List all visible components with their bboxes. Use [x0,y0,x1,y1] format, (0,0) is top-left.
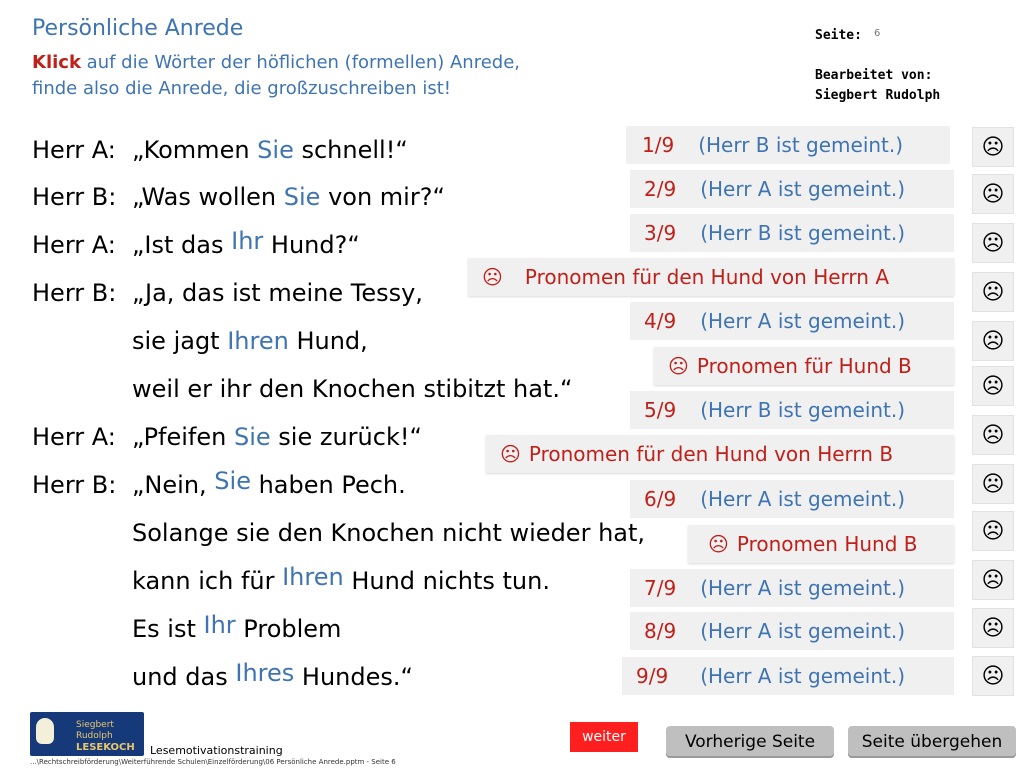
sad-face-icon: ☹ [708,532,729,556]
formal-word-sie[interactable]: Sie [257,136,294,164]
feedback-box [626,126,950,164]
footer-title: Lesemotivationstraining [150,744,283,757]
sad-face-icon: ☹ [972,608,1014,648]
feedback-count: 5/9 [644,398,677,422]
line-text: kann ich für [132,567,283,595]
line-text: von mir?“ [320,183,445,211]
feedback-meaning: (Herr A ist gemeint.) [700,619,906,643]
lightbulb-icon [36,718,54,744]
line-text: haben Pech. [250,471,406,499]
edited-label: Bearbeitet von: [815,68,933,83]
logo-brand: LESEKOCH [76,742,135,753]
formal-word-ihr[interactable]: Ihr [203,611,236,639]
word-ihren[interactable]: Ihren [282,563,344,591]
feedback-meaning: (Herr B ist gemeint.) [698,133,904,157]
pronoun-hint: Pronomen für den Hund von Herrn B [528,442,894,466]
sad-face-icon: ☹ [500,442,521,466]
formal-word-sie[interactable]: Sie [283,183,321,211]
feedback-box [622,657,954,695]
pronoun-hint: Pronomen für den Hund von Herrn A [524,265,889,289]
line-text: Hund?“ [263,231,360,259]
file-path: ...\Rechtschreibförderung\Weiterführende Schulen\Einzelförderung\06 Persönliche Anrede.pptm - Seite 6 [30,758,396,766]
page-number: 6 [874,28,881,39]
feedback-count: 8/9 [644,619,677,643]
line-text: „Nein, [132,471,215,499]
sad-face-icon: ☹ [972,464,1014,504]
feedback-box [630,302,954,340]
line-text: Solange sie den Knochen nicht wieder hat, [132,519,646,547]
feedback-count: 2/9 [644,177,677,201]
pronoun-hint-box [688,525,954,563]
sad-face-icon: ☹ [972,415,1014,455]
speaker-label: Herr B: [32,183,117,211]
line-text: sie jagt [132,327,228,355]
pronoun-hint: Pronomen für Hund B [696,354,912,378]
sad-face-icon: ☹ [482,265,503,289]
speaker-label: Herr B: [32,279,117,307]
feedback-box [630,214,954,252]
word-ihren[interactable]: Ihren [227,327,289,355]
feedback-meaning: (Herr B ist gemeint.) [700,221,906,245]
feedback-count: 6/9 [644,487,677,511]
instruction-line2: finde also die Anrede, die großzuschreiben ist! [32,78,451,99]
feedback-meaning: (Herr A ist gemeint.) [700,487,906,511]
feedback-count: 1/9 [642,133,675,157]
speaker-label: Herr A: [32,423,116,451]
line-text: und das [132,663,236,691]
instruction-bold: Klick [32,52,81,73]
weiter-button[interactable]: weiter [570,722,638,752]
feedback-box [630,612,954,650]
page-label: Seite: [815,28,862,43]
feedback-count: 3/9 [644,221,677,245]
speaker-label: Herr A: [32,231,116,259]
line-text: Hund, [288,327,368,355]
feedback-meaning: (Herr A ist gemeint.) [700,576,906,600]
feedback-box [630,170,954,208]
author-name: Siegbert Rudolph [815,88,941,103]
sad-face-icon: ☹ [668,354,689,378]
feedback-box [630,480,954,518]
feedback-count: 7/9 [644,576,677,600]
page-title: Persönliche Anrede [32,16,244,41]
formal-word-sie[interactable]: Sie [214,467,251,495]
sad-face-icon: ☹ [972,656,1014,696]
skip-page-button[interactable]: Seite übergehen [848,726,1016,758]
line-text: „Kommen [132,136,258,164]
speaker-label: Herr A: [32,136,116,164]
sad-face-icon: ☹ [972,223,1014,263]
line-text: Hundes.“ [294,663,413,691]
feedback-meaning: (Herr A ist gemeint.) [700,664,906,688]
line-text: sie zurück!“ [270,423,422,451]
sad-face-icon: ☹ [972,321,1014,361]
line-text: „Pfeifen [132,423,234,451]
sad-face-icon: ☹ [972,560,1014,600]
feedback-count: 9/9 [636,664,669,688]
line-text: weil er ihr den Knochen stibitzt hat.“ [132,375,573,403]
feedback-count: 4/9 [644,309,677,333]
formal-word-ihres[interactable]: Ihres [235,659,295,687]
line-text: schnell!“ [293,136,408,164]
sad-face-icon: ☹ [972,127,1014,167]
pronoun-hint: Pronomen Hund B [736,532,918,556]
feedback-box [630,569,954,607]
instruction-text [32,50,632,102]
lesekoch-logo [30,712,144,756]
sad-face-icon: ☹ [972,174,1014,214]
logo-author: Siegbert Rudolph [76,720,114,741]
line-text: Es ist [132,615,204,643]
pronoun-hint-box [468,258,954,296]
line-text: Problem [235,615,342,643]
formal-word-ihr[interactable]: Ihr [231,227,264,255]
previous-page-button[interactable]: Vorherige Seite [666,726,834,758]
speaker-label: Herr B: [32,471,117,499]
sad-face-icon: ☹ [972,511,1014,551]
pronoun-hint-box [654,347,954,385]
pronoun-hint-box [486,435,954,473]
formal-word-sie[interactable]: Sie [234,423,271,451]
line-text: „Ja, das ist meine Tessy, [132,279,423,307]
feedback-meaning: (Herr A ist gemeint.) [700,177,906,201]
line-text: „Ist das [132,231,232,259]
instruction-rest: auf die Wörter der höflichen (formellen) Anrede, [80,52,520,73]
feedback-meaning: (Herr B ist gemeint.) [700,398,906,422]
feedback-meaning: (Herr A ist gemeint.) [700,309,906,333]
line-text: „Was wollen [132,183,284,211]
feedback-box [630,391,954,429]
logo-text [76,720,144,754]
sad-face-icon: ☹ [972,272,1014,312]
line-text: Hund nichts tun. [343,567,550,595]
sad-face-icon: ☹ [972,366,1014,406]
